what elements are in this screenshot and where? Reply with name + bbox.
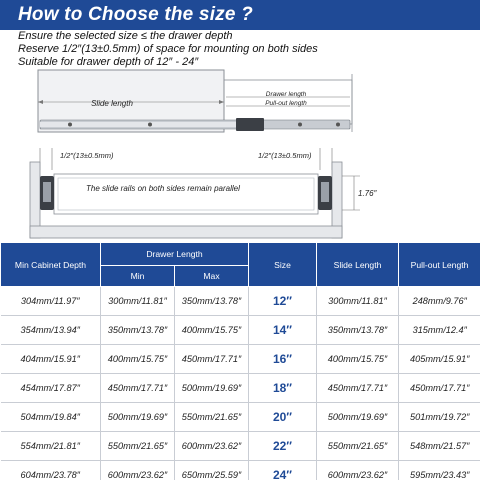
rail-screw-icon: [148, 123, 152, 127]
cell-drawer-min: 450mm/17.71″: [101, 374, 175, 403]
cell-pullout-length: 450mm/17.71″: [399, 374, 480, 403]
size-table-container: [0, 242, 480, 480]
table-row: [1, 461, 480, 480]
cell-pullout-length: 501mm/19.72″: [399, 403, 480, 432]
cell-slide-length: 600mm/23.62″: [317, 461, 399, 480]
slide-lock-lever: [236, 118, 264, 131]
cell-size: 24″: [249, 461, 317, 480]
cell-cabinet-depth: 504mm/19.84″: [1, 403, 101, 432]
drawer-slide-diagram: [0, 66, 480, 248]
cell-drawer-min: 550mm/21.65″: [101, 432, 175, 461]
pullout-length-label: Pull-out length: [265, 100, 307, 107]
cell-cabinet-depth: 454mm/17.87″: [1, 374, 101, 403]
left-gap-label: 1/2″(13±0.5mm): [60, 151, 114, 160]
cell-slide-length: 300mm/11.81″: [317, 287, 399, 316]
table-row: [1, 374, 480, 403]
table-row: [1, 287, 480, 316]
cell-drawer-max: 400mm/15.75″: [175, 316, 249, 345]
instructions: [18, 30, 468, 69]
table-row: [1, 316, 480, 345]
cell-slide-length: 500mm/19.69″: [317, 403, 399, 432]
cell-size: 20″: [249, 403, 317, 432]
cell-drawer-min: 350mm/13.78″: [101, 316, 175, 345]
rail-screw-icon: [336, 123, 340, 127]
cell-size: 22″: [249, 432, 317, 461]
cell-drawer-min: 300mm/11.81″: [101, 287, 175, 316]
cell-drawer-max: 650mm/25.59″: [175, 461, 249, 480]
cell-pullout-length: 595mm/23.43″: [399, 461, 480, 480]
cell-slide-length: 400mm/15.75″: [317, 345, 399, 374]
right-slide-inner: [321, 182, 329, 202]
cell-drawer-max: 600mm/23.62″: [175, 432, 249, 461]
cell-slide-length: 450mm/17.71″: [317, 374, 399, 403]
cell-slide-length: 550mm/21.65″: [317, 432, 399, 461]
instruction-line: Reserve 1/2″(13±0.5mm) of space for mounting on both sides: [18, 43, 318, 55]
diagram-svg: [0, 66, 480, 248]
cell-drawer-min: 500mm/19.69″: [101, 403, 175, 432]
cell-pullout-length: 548mm/21.57″: [399, 432, 480, 461]
cell-drawer-min: 600mm/23.62″: [101, 461, 175, 480]
cell-drawer-min: 400mm/15.75″: [101, 345, 175, 374]
right-gap-label: 1/2″(13±0.5mm): [258, 151, 312, 160]
header-max: Max: [175, 266, 249, 287]
drawer-length-label: Drawer length: [265, 91, 307, 98]
instruction-line: Suitable for drawer depth of 12″ - 24″: [18, 56, 199, 68]
page-title: How to Choose the size ?: [0, 0, 480, 30]
parallel-note: The slide rails on both sides remain parallel: [86, 184, 240, 193]
cell-pullout-length: 315mm/12.4″: [399, 316, 480, 345]
left-slide-inner: [43, 182, 51, 202]
cell-size: 12″: [249, 287, 317, 316]
cell-drawer-max: 350mm/13.78″: [175, 287, 249, 316]
header-slide-length: Slide Length: [317, 243, 399, 287]
cell-cabinet-depth: 304mm/11.97″: [1, 287, 101, 316]
slide-length-label: Slide length: [91, 99, 133, 108]
drawer-box: [54, 174, 318, 214]
cell-slide-length: 350mm/13.78″: [317, 316, 399, 345]
cell-drawer-max: 550mm/21.65″: [175, 403, 249, 432]
instruction-line: Ensure the selected size ≤ the drawer depth: [18, 30, 233, 42]
header-pullout-length: Pull-out Length: [399, 243, 480, 287]
cell-drawer-max: 500mm/19.69″: [175, 374, 249, 403]
header-drawer-length: Drawer Length: [101, 243, 249, 266]
cell-drawer-max: 450mm/17.71″: [175, 345, 249, 374]
cell-cabinet-depth: 354mm/13.94″: [1, 316, 101, 345]
cell-size: 18″: [249, 374, 317, 403]
drawer-inner: [58, 178, 314, 210]
size-table: [0, 242, 480, 480]
header-min: Min: [101, 266, 175, 287]
cell-pullout-length: 248mm/9.76″: [399, 287, 480, 316]
cabinet-bottom: [30, 226, 342, 238]
cell-size: 16″: [249, 345, 317, 374]
rail-screw-icon: [68, 123, 72, 127]
header-size: Size: [249, 243, 317, 287]
table-row: [1, 345, 480, 374]
table-row: [1, 403, 480, 432]
height-label: 1.76″: [358, 189, 377, 198]
cell-cabinet-depth: 554mm/21.81″: [1, 432, 101, 461]
header-min-cabinet-depth: Min Cabinet Depth: [1, 243, 101, 287]
cell-size: 14″: [249, 316, 317, 345]
rail-screw-icon: [298, 123, 302, 127]
cell-cabinet-depth: 404mm/15.91″: [1, 345, 101, 374]
table-body: [1, 287, 480, 480]
table-row: [1, 432, 480, 461]
cell-pullout-length: 405mm/15.91″: [399, 345, 480, 374]
cell-cabinet-depth: 604mm/23.78″: [1, 461, 101, 480]
